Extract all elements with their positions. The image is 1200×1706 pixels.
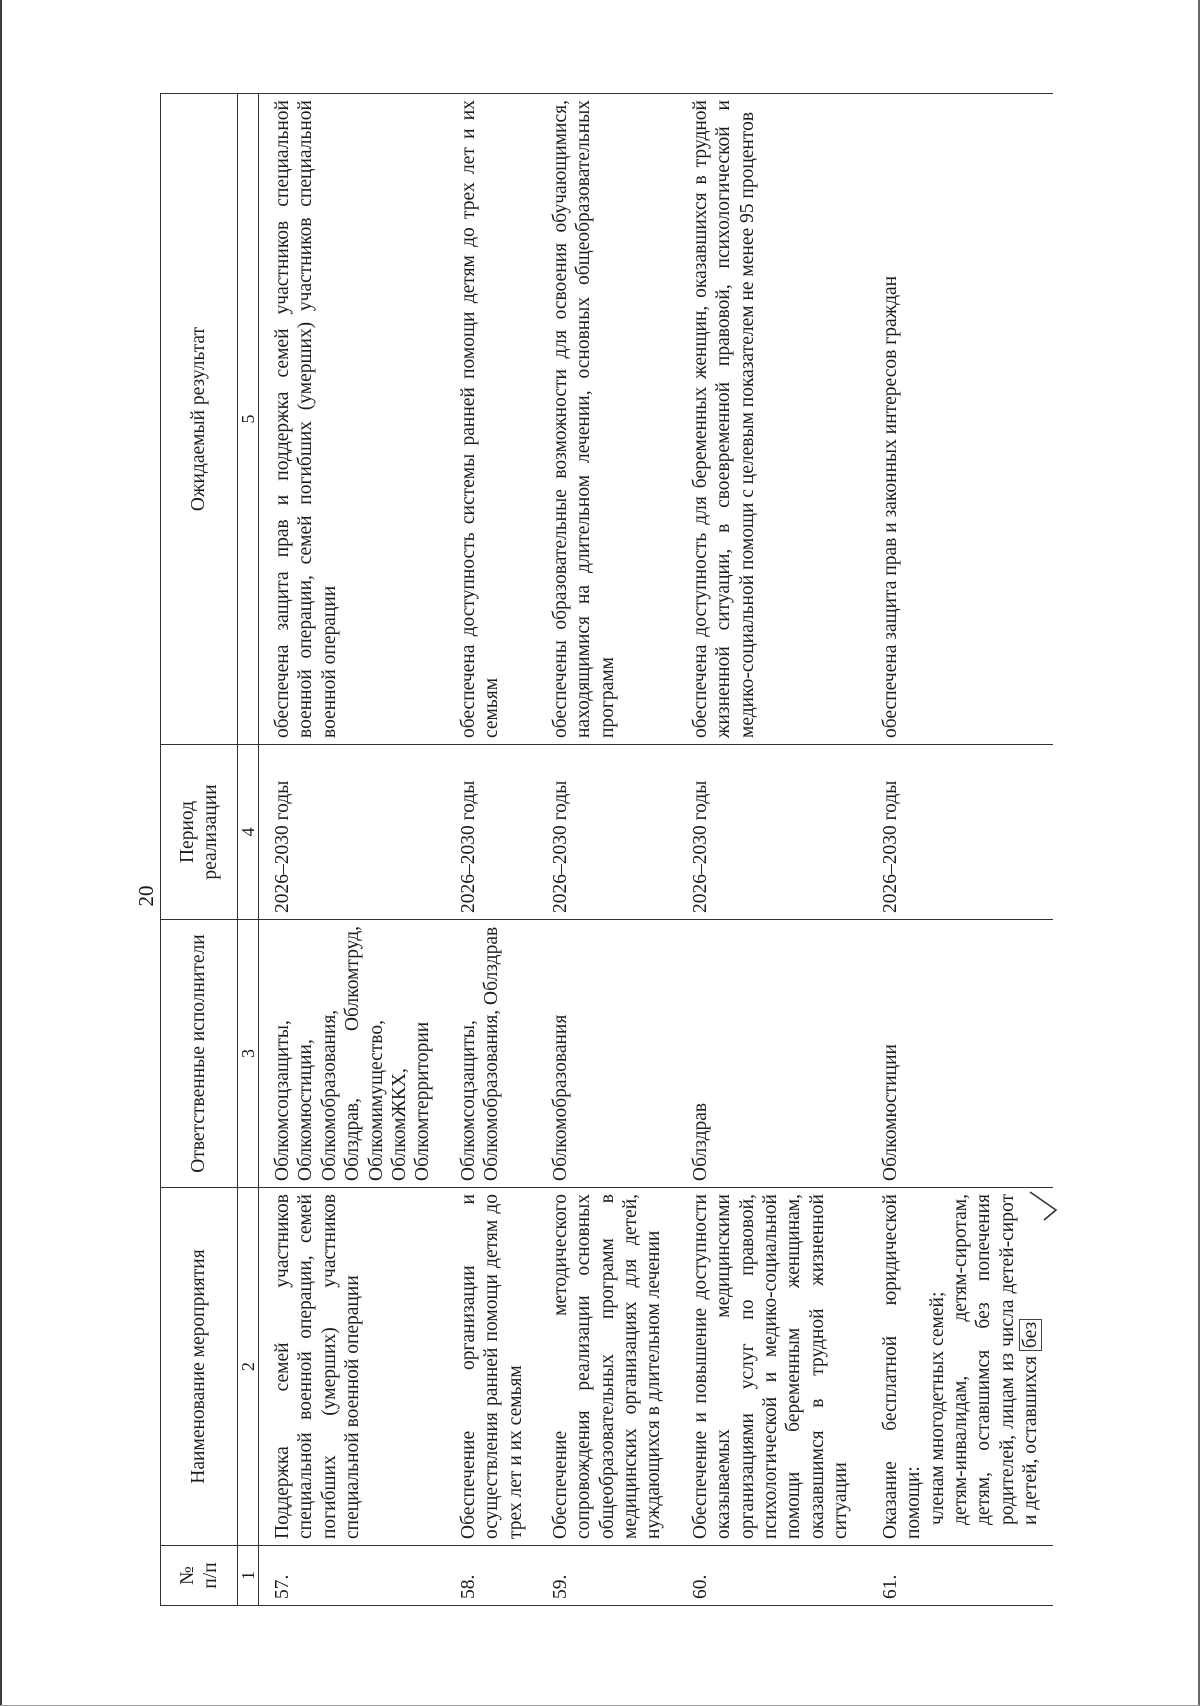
table-row: [537, 94, 677, 1606]
measure-name: Обеспечение методического сопровождения реализации основных общеобразовательных программ в медицинских организациях для детей, нуждающихся в длительном лечении: [537, 1188, 677, 1546]
measure-name: Обеспечение и повышение доступности оказываемых медицинскими организациями услуг по правовой, психологической и медико-социальной помощи беременным женщинам, оказавшимся в трудной жизненной ситуации: [677, 1188, 867, 1546]
row-number: 58.: [445, 1546, 537, 1606]
measures-table: [160, 93, 1053, 1606]
period: 2026–2030 годы: [259, 745, 445, 920]
measure-name: [867, 1188, 1053, 1546]
column-number: 5: [238, 94, 259, 745]
column-number: 1: [238, 1546, 259, 1606]
header-period: Период реализации: [161, 745, 238, 920]
expected-result: обеспечена защита прав и законных интересов граждан: [867, 94, 1053, 745]
measure-name: Обеспечение организации и осуществления ранней помощи детям до трех лет и их семьям: [445, 1188, 537, 1546]
measure-name-line: детям-инвалидам, детям-сиротам, детям, оставшимся без попечения родителей, лицам из числа детей-сирот и детей, оставшихся без: [950, 1194, 1042, 1525]
period: 2026–2030 годы: [445, 745, 537, 920]
column-number: 4: [238, 745, 259, 920]
period: 2026–2030 годы: [677, 745, 867, 920]
expected-result: обеспечена доступность системы ранней помощи детям до трех лет и их семьям: [445, 94, 537, 745]
header-number: № п/п: [161, 1546, 238, 1606]
expected-result: обеспечена защита прав и поддержка семей участников специальной военной операции, семей погибших (умерших) участников специальной военной операции: [259, 94, 445, 745]
header-measure-name: Наименование мероприятия: [161, 1188, 238, 1546]
row-number: 57.: [259, 1546, 445, 1606]
row-number: 59.: [537, 1546, 677, 1606]
marked-word: без: [1019, 1319, 1042, 1351]
document-page: [134, 94, 1060, 1606]
row-number: 61.: [867, 1546, 1053, 1606]
table-row: [259, 94, 445, 1606]
page-number: 20: [134, 885, 158, 907]
table-header-row: [161, 94, 238, 1606]
executors: Облкомсоцзащиты, Облкомобразования, Облздрав: [445, 920, 537, 1188]
table-row: [445, 94, 537, 1606]
row-number: 60.: [677, 1546, 867, 1606]
table-row: [677, 94, 867, 1606]
header-result: Ожидаемый результат: [161, 94, 238, 745]
column-number: 3: [238, 920, 259, 1188]
executors: Облздрав: [677, 920, 867, 1188]
header-executors: Ответственные исполнители: [161, 920, 238, 1188]
column-number: 2: [238, 1188, 259, 1546]
expected-result: обеспечена доступность для беременных женщин, оказавшихся в трудной жизненной ситуации, в своевременной правовой, психологической и медико-социальной помощи с целевым показателем не менее 95 процентов: [677, 94, 867, 745]
expected-result: обеспечены образовательные возможности для освоения обучающимися, находящимися на длительном лечении, основных общеобразовательных программ: [537, 94, 677, 745]
scan-edge-line: [0, 0, 2, 1706]
table-column-numbers-row: [238, 94, 259, 1606]
executors: Облкомобразования: [537, 920, 677, 1188]
executors: Облкомсоцзащиты, Облкомюстиции, Облкомобразования, Облздрав, Облкомтруд, Облкомимущество, ОблкомЖКХ, Облкомтерритории: [259, 920, 445, 1188]
measure-name-line: Оказание бесплатной юридической помощи:: [879, 1194, 925, 1539]
measure-name-line: членам многодетных семей;: [926, 1291, 948, 1525]
executors: Облкомюстиции: [867, 920, 1053, 1188]
period: 2026–2030 годы: [537, 745, 677, 920]
table-row: [867, 94, 1053, 1606]
period: 2026–2030 годы: [867, 745, 1053, 920]
measure-name: Поддержка семей участников специальной военной операции, семей погибших (умерших) участников специальной военной операции: [259, 1188, 445, 1546]
